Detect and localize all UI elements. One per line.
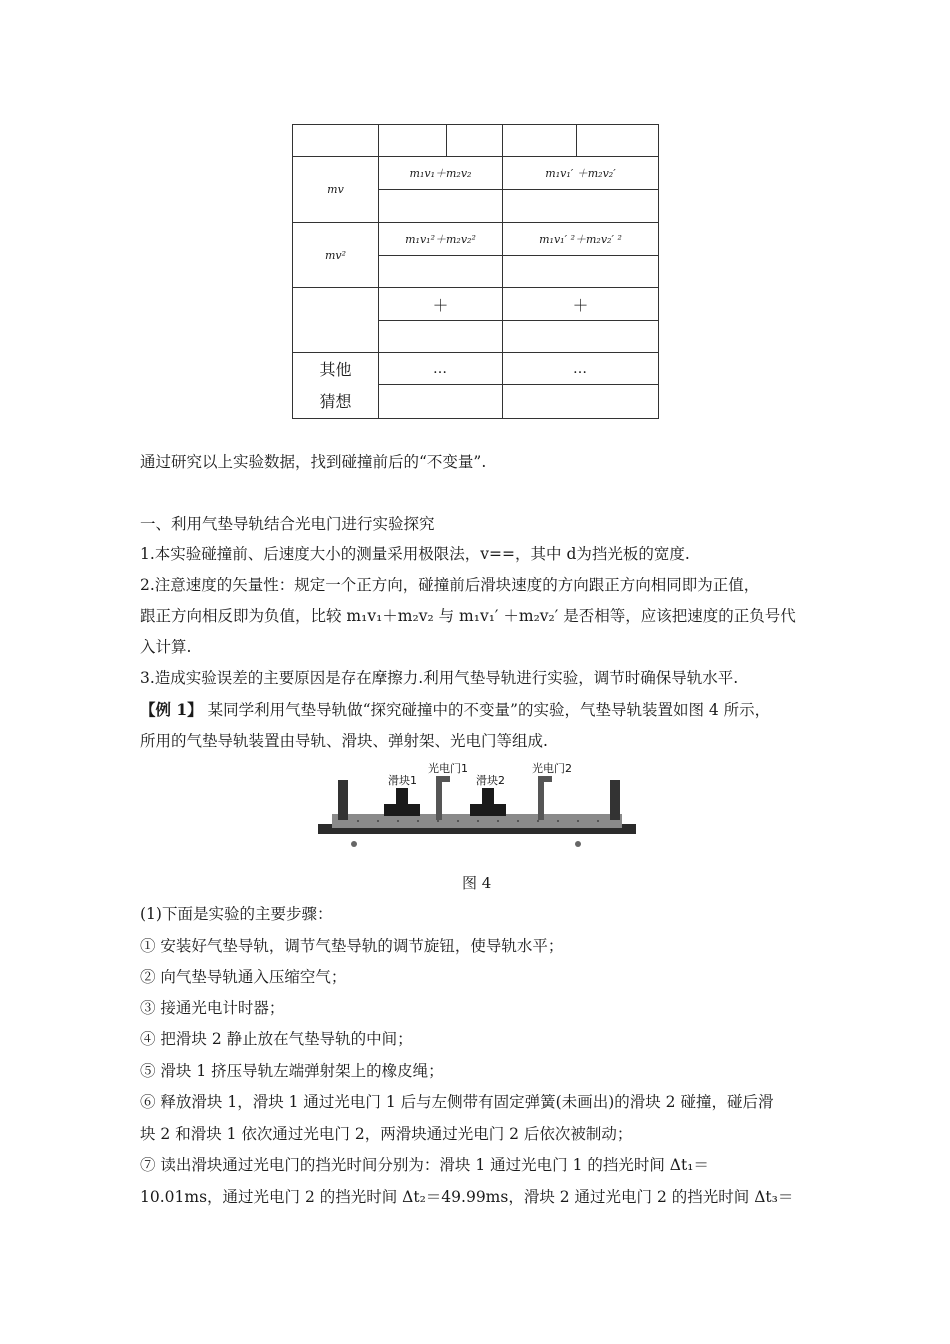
row-label-mv: mv <box>293 157 379 223</box>
cell-post-mv: m₁v₁′ ＋m₂v₂′ <box>503 157 659 190</box>
paragraph-2c: 入计算. <box>140 638 192 656</box>
step-7a: ⑦ 读出滑块通过光电门的挡光时间分别为：滑块 1 通过光电门 1 的挡光时间 Δt₁＝ <box>140 1156 709 1174</box>
step-6a: ⑥ 释放滑块 1，滑块 1 通过光电门 1 后与左侧带有固定弹簧(未画出)的滑块 2 碰撞，碰后滑 <box>140 1093 774 1111</box>
data-table <box>292 124 659 419</box>
figure-caption: 图 4 <box>462 874 492 892</box>
step-1: ① 安装好气垫导轨，调节气垫导轨的调节旋钮，使导轨水平； <box>140 937 564 955</box>
example-line-2: 所用的气垫导轨装置由导轨、滑块、弹射架、光电门等组成. <box>140 732 548 750</box>
slider-1-flag <box>396 788 408 804</box>
table-cell <box>577 125 659 157</box>
table-cell <box>379 125 447 157</box>
table-row <box>293 288 659 321</box>
cell-pre-mv: m₁v₁＋m₂v₂ <box>379 157 503 190</box>
left-launcher <box>338 780 348 820</box>
step-7b: 10.01ms，通过光电门 2 的挡光时间 Δt₂＝49.99ms，滑块 2 通过光电门 2 的挡光时间 Δt₃＝ <box>140 1188 794 1206</box>
example-text: 某同学利用气垫导轨做“探究碰撞中的不变量”的实验，气垫导轨装置如图 4 所示， <box>202 701 771 719</box>
step-4: ④ 把滑块 2 静止放在气垫导轨的中间； <box>140 1030 413 1048</box>
row-label-mv2: mv² <box>293 223 379 288</box>
cell-pre-mv2: m₁v₁²＋m₂v₂² <box>379 223 503 256</box>
steps-intro: (1)下面是实验的主要步骤： <box>140 905 333 923</box>
table-row <box>293 125 659 157</box>
table-cell-empty <box>379 256 503 288</box>
step-5: ⑤ 滑块 1 挤压导轨左端弹射架上的橡皮绳； <box>140 1062 444 1080</box>
cell-post-plus: ＋ <box>503 288 659 321</box>
table-cell <box>293 125 379 157</box>
slider-2 <box>470 804 506 816</box>
example-line-1 <box>140 700 770 720</box>
other-line-2: 猜想 <box>319 391 352 411</box>
leveling-knob-right <box>575 841 581 847</box>
label-gate-2: 光电门2 <box>532 762 572 775</box>
slider-1 <box>384 804 420 816</box>
label-gate-1: 光电门1 <box>428 762 468 775</box>
right-stop <box>610 780 620 820</box>
step-2: ② 向气垫导轨通入压缩空气； <box>140 968 347 986</box>
photogate-1 <box>436 776 442 820</box>
cell-pre-plus: ＋ <box>379 288 503 321</box>
table-cell <box>447 125 503 157</box>
label-slider-1: 滑块1 <box>388 774 417 787</box>
leveling-knob-left <box>351 841 357 847</box>
table-row <box>293 223 659 256</box>
label-slider-2: 滑块2 <box>476 774 505 787</box>
table-cell-empty <box>379 190 503 223</box>
table-cell-empty <box>503 321 659 353</box>
table-cell-empty <box>503 190 659 223</box>
paragraph-1: 1.本实验碰撞前、后速度大小的测量采用极限法，v==，其中 d为挡光板的宽度. <box>140 545 690 563</box>
step-6b: 块 2 和滑块 1 依次通过光电门 2，两滑块通过光电门 2 后依次被制动； <box>140 1125 633 1143</box>
example-tag: 【例 1】 <box>140 700 203 719</box>
summary-text: 通过研究以上实验数据，找到碰撞前后的“不变量”. <box>140 453 487 471</box>
row-label-blank <box>293 288 379 353</box>
table-cell-empty <box>503 256 659 288</box>
table-cell-empty <box>379 385 503 419</box>
cell-pre-other: … <box>379 353 503 385</box>
slider-2-flag <box>482 788 494 804</box>
table-cell-empty <box>503 385 659 419</box>
table-row <box>293 157 659 190</box>
cell-post-other: … <box>503 353 659 385</box>
section-title: 一、利用气垫导轨结合光电门进行实验探究 <box>140 515 435 533</box>
row-label-other <box>293 353 379 419</box>
paragraph-2b: 跟正方向相反即为负值，比较 m₁v₁＋m₂v₂ 与 m₁v₁′ ＋m₂v₂′ 是否相等，应该把速度的正负号代 <box>140 607 796 625</box>
air-track-figure <box>318 762 636 862</box>
cell-post-mv2: m₁v₁′ ²＋m₂v₂′ ² <box>503 223 659 256</box>
photogate-2 <box>538 776 544 820</box>
other-line-1: 其他 <box>319 359 352 379</box>
paragraph-3: 3.造成实验误差的主要原因是存在摩擦力.利用气垫导轨进行实验，调节时确保导轨水平. <box>140 669 739 687</box>
table-cell <box>503 125 577 157</box>
table-row <box>293 353 659 385</box>
paragraph-2a: 2.注意速度的矢量性：规定一个正方向，碰撞前后滑块速度的方向跟正方向相同即为正值， <box>140 576 760 594</box>
table-cell-empty <box>379 321 503 353</box>
step-3: ③ 接通光电计时器； <box>140 999 285 1017</box>
